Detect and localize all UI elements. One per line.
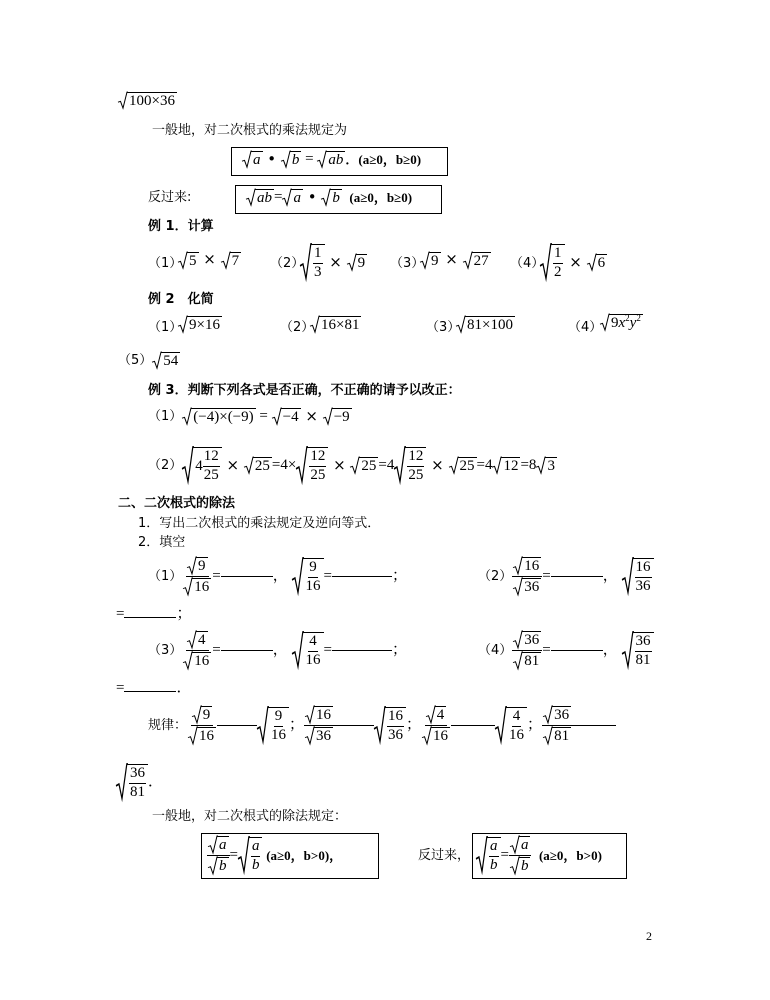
example2-expr-3: 81×100 <box>467 317 513 333</box>
example3-title-text: 例 3．判断下列各式是否正确，不正确的请予以改正： <box>148 383 461 398</box>
example1-label-4: （4） <box>510 256 545 271</box>
example2-expr-1: 9×16 <box>189 317 220 333</box>
reverse-rule-formula: ab = a • b (a≥0，b≥0) <box>246 189 412 206</box>
example3-item2: （2） 4 $\frac{12}{25}$ × 25 =4× $\frac{12}{25}$ × 25 =4 $\frac{12}{25}$ × 25 =4 12 =8 3 <box>148 448 555 483</box>
example1-label-2: （2） <box>270 256 305 271</box>
mult-rule-intro: 一般地，对二次根式的乘法规定为 <box>152 123 348 138</box>
example3-label-2: （2） <box>148 457 183 473</box>
example1-label-3: （3） <box>390 256 425 271</box>
section2-heading: 二、二次根式的除法 <box>118 496 236 511</box>
example3-part-4: =8 <box>520 456 537 473</box>
example2-item5 <box>118 352 180 369</box>
div-rule-formula: $\frac{a}{b}$ = $\frac{a}{b}$ (a≥0，b>0)， <box>207 836 342 875</box>
example2-title: 例 2 化简 <box>148 292 214 307</box>
example1-expr-4: $\frac{1}{2}$ × 6 <box>540 244 607 281</box>
fill-label-3: （3） <box>148 642 183 658</box>
section2-step1: 1．写出二次根式的乘法规定及逆向等式． <box>138 516 381 531</box>
example2-label-4: （4） <box>568 320 603 335</box>
example2-expr-4: $9x^2y^2$ <box>600 314 643 331</box>
example3-item1: （1） (−4)×(−9) = −4 × −9 <box>148 407 350 425</box>
example3-part-3: =4 <box>476 456 493 473</box>
example2-label-5: （5） <box>118 352 153 368</box>
div-reverse-cond: (a≥0，b>0) <box>538 847 602 863</box>
example3-item1-r1: −4 <box>282 409 299 425</box>
example2-expr-2: 16×81 <box>321 317 360 333</box>
div-rule-intro: 一般地，对二次根式的除法规定： <box>152 809 348 824</box>
fill-label-4: （4） <box>478 642 513 658</box>
div-rule-cond: (a≥0，b>0)， <box>266 847 343 863</box>
example2-label-2: （2） <box>280 320 315 335</box>
fill-row-1: （1） $\frac{9}{16}$ = ， $\frac{9}{16}$ = ； <box>148 558 407 595</box>
example2-label-3: （3） <box>426 320 461 335</box>
section2-step2: 2．填空 <box>138 535 186 550</box>
fill-row-4: （4） $\frac{36}{81}$ = ， $\frac{36}{81}$ <box>478 631 654 670</box>
div-reverse-label: 反过来， <box>418 848 471 863</box>
example1-items <box>148 244 648 284</box>
example3-item1-left: (−4)×(−9) <box>193 409 254 425</box>
fill-row-2: （2） $\frac{16}{36}$ = ， $\frac{16}{36}$ <box>478 557 654 596</box>
radical: 100×36 <box>118 92 177 109</box>
example2-label-1: （1） <box>148 320 183 335</box>
example1-expr-2: $\frac{1}{3}$ × 9 <box>300 244 367 281</box>
example1-expr-1: 5 × 7 <box>178 252 241 269</box>
reverse-rule-cond: (a≥0，b≥0) <box>349 190 413 205</box>
example3-part-1: =4× <box>271 456 297 473</box>
example1-title: 例 1．计算 <box>148 219 214 234</box>
example3-item1-r2: −9 <box>333 409 350 425</box>
pattern-label: 规律： <box>148 717 188 733</box>
mult-rule-cond: ．(a≥0，b≥0) <box>345 152 422 167</box>
top-expression <box>118 92 177 109</box>
example3-label-1: （1） <box>148 409 183 424</box>
example2-expr-5: 54 <box>163 353 179 369</box>
pattern-continue: $\frac{36}{81}$ ． <box>116 764 163 801</box>
reverse-label: 反过来: <box>148 190 192 205</box>
example2-items <box>148 313 678 340</box>
pattern-row: 规律： $\frac{9}{16}$ $\frac{9}{16}$ ； $\frac{16}{36}$ $\frac{16}{36}$ ； $\frac{4}{16}$ $\frac{4}{16}$ ； $\frac{36}{81}$ <box>148 706 616 745</box>
fill-label-2: （2） <box>478 568 513 584</box>
example1-label-1: （1） <box>148 256 183 271</box>
page-number: 2 <box>646 929 652 943</box>
example3-title <box>148 384 461 397</box>
fill-row-3: （3） $\frac{4}{16}$ = ， $\frac{4}{16}$ = ； <box>148 632 407 669</box>
mult-rule-formula: a • b = ab ．(a≥0，b≥0) <box>242 151 421 168</box>
example3-part-2: =4 <box>378 456 395 473</box>
fill-continue-2: = ． <box>116 680 192 696</box>
div-reverse-formula: $\frac{a}{b}$ = $\frac{a}{b}$ (a≥0，b>0) <box>476 836 602 875</box>
fill-label-1: （1） <box>148 568 183 584</box>
fill-continue-1: = ； <box>116 606 192 622</box>
example1-expr-3: 9 × 27 <box>420 252 491 269</box>
